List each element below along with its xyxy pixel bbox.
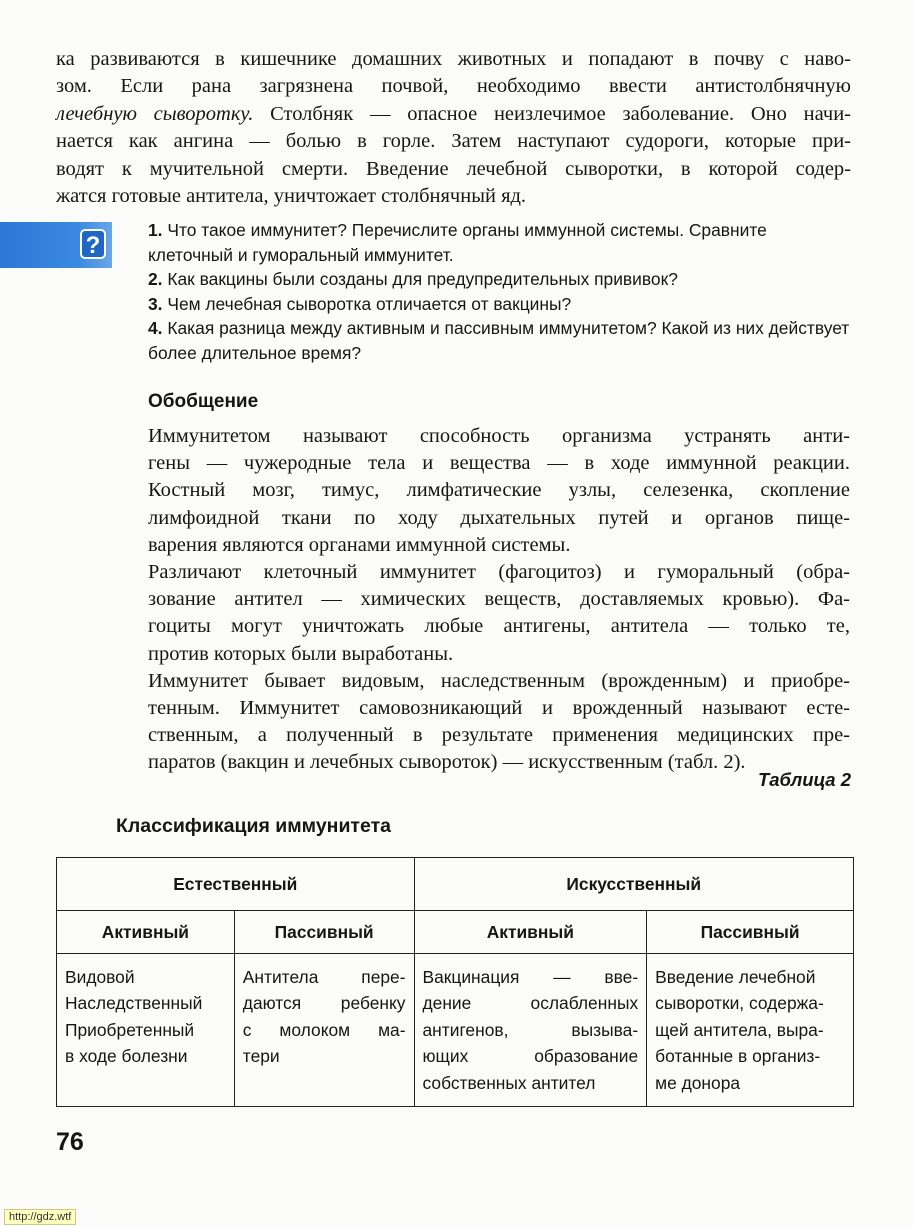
cell-line: Видовой bbox=[65, 967, 135, 987]
text-line: зом. Если рана загрязнена почвой, необходимо ввести антистолбнячную bbox=[56, 75, 851, 98]
text-line: против которых были выработаны. bbox=[148, 642, 454, 665]
text-line bbox=[56, 101, 851, 128]
cell-line: даются ребенку bbox=[242, 993, 406, 1014]
cell-line: Вакцинация — вве- bbox=[422, 967, 639, 987]
text-line: Иммунитетом называют способность организма устранять анти- bbox=[148, 425, 850, 447]
review-questions bbox=[148, 218, 853, 366]
text-line: Иммунитет бывает видовым, наследственным (врожденным) и приобре- bbox=[148, 669, 850, 692]
text-line: ка развиваются в кишечнике домашних животных и попадают в почву с наво- bbox=[56, 48, 851, 70]
immunity-classification-table bbox=[56, 857, 854, 1107]
column-header: Пассивный bbox=[234, 911, 414, 954]
cell-line: дение ослабленных bbox=[422, 993, 639, 1014]
text-line: тенным. Иммунитет самовозникающий и врожденный называют есте- bbox=[148, 697, 850, 720]
question-text: Как вакцины были созданы для предупредительных прививок? bbox=[167, 269, 678, 290]
cell-line: ботанные в организ- bbox=[655, 1046, 821, 1067]
table-cell bbox=[414, 954, 647, 1107]
column-header: Активный bbox=[414, 911, 647, 954]
text-line: лимфоидной ткани по ходу дыхательных путей и органов пище- bbox=[148, 506, 850, 529]
question-item bbox=[148, 218, 853, 267]
intro-paragraph bbox=[56, 46, 851, 210]
cell-line: сыворотки, содержа- bbox=[655, 993, 824, 1014]
question-mark-icon: ? bbox=[80, 229, 106, 259]
table-cell bbox=[647, 954, 854, 1107]
cell-line: тери bbox=[242, 1046, 280, 1067]
group-header: Естественный bbox=[57, 858, 415, 911]
text-line: Костный мозг, тимус, лимфатические узлы, селезенка, скопление bbox=[148, 479, 850, 502]
text-line: водят к мучительной смерти. Введение лечебной сыворотки, в которой содер- bbox=[56, 157, 851, 180]
question-number: 4. bbox=[148, 318, 163, 339]
text-line: варения являются органами иммунной системы. bbox=[148, 533, 571, 556]
question-number: 2. bbox=[148, 269, 163, 290]
text-fragment: Столбняк — опасное неизлечимое заболевание. Оно начи- bbox=[270, 102, 851, 125]
page-number: 76 bbox=[56, 1128, 84, 1156]
table-cell bbox=[57, 954, 235, 1107]
question-number: 3. bbox=[148, 293, 163, 314]
cell-line: Антитела пере- bbox=[242, 967, 406, 987]
table-group-header-row bbox=[57, 858, 854, 911]
question-item bbox=[148, 316, 853, 365]
summary-paragraph bbox=[148, 423, 850, 777]
cell-line: щей антитела, выра- bbox=[655, 1019, 824, 1040]
question-text: Что такое иммунитет? Перечислите органы иммунной системы. Сравните клеточный и гуморальный иммунитет. bbox=[148, 220, 767, 265]
column-header: Активный bbox=[57, 911, 235, 954]
text-line: жатся готовые антитела, уничтожает столбнячный яд. bbox=[56, 185, 527, 208]
cell-line: с молоком ма- bbox=[242, 1019, 406, 1040]
summary-heading: Обобщение bbox=[148, 391, 259, 412]
cell-line: ющих образование bbox=[422, 1046, 639, 1067]
column-header: Пассивный bbox=[647, 911, 854, 954]
question-text: Чем лечебная сыворотка отличается от вакцины? bbox=[167, 293, 572, 314]
question-item bbox=[148, 267, 853, 292]
cell-line: Наследственный bbox=[65, 993, 203, 1014]
cell-line: в ходе болезни bbox=[65, 1046, 188, 1067]
question-number: 1. bbox=[148, 220, 163, 240]
text-line: ственным, а полученный в результате применения медицинских пре- bbox=[148, 724, 850, 747]
text-line: гены — чужеродные тела и вещества — в ходе иммунной реакции. bbox=[148, 452, 850, 475]
cell-line: собственных антител bbox=[422, 1072, 596, 1093]
question-item bbox=[148, 292, 853, 317]
text-line: нается как ангина — болью в горле. Затем наступают судороги, которые при- bbox=[56, 130, 851, 153]
text-line: зование антител — химических веществ, доставляемых кровью). Фа- bbox=[148, 588, 850, 611]
group-header: Искусственный bbox=[414, 858, 854, 911]
table-column-header-row bbox=[57, 911, 854, 954]
question-text: Какая разница между активным и пассивным иммунитетом? Какой из них действует более длительное время? bbox=[148, 318, 850, 363]
table-label: Таблица 2 bbox=[757, 769, 851, 790]
watermark-link[interactable]: http://gdz.wtf bbox=[4, 1209, 76, 1225]
text-line: паратов (вакцин и лечебных сывороток) — искусственным (табл. 2). bbox=[148, 751, 746, 774]
cell-line: Приобретенный bbox=[65, 1019, 195, 1040]
italic-term: лечебную сыворотку. bbox=[56, 102, 254, 125]
text-line: Различают клеточный иммунитет (фагоцитоз) и гуморальный (обра- bbox=[148, 561, 850, 584]
table-title: Классификация иммунитета bbox=[116, 815, 391, 837]
table-row bbox=[57, 954, 854, 1107]
table-cell bbox=[234, 954, 414, 1107]
cell-line: ме донора bbox=[655, 1072, 741, 1093]
cell-line: антигенов, вызыва- bbox=[422, 1019, 639, 1040]
cell-line: Введение лечебной bbox=[655, 967, 816, 987]
text-line: гоциты могут уничтожать любые антигены, антитела — только те, bbox=[148, 615, 850, 638]
